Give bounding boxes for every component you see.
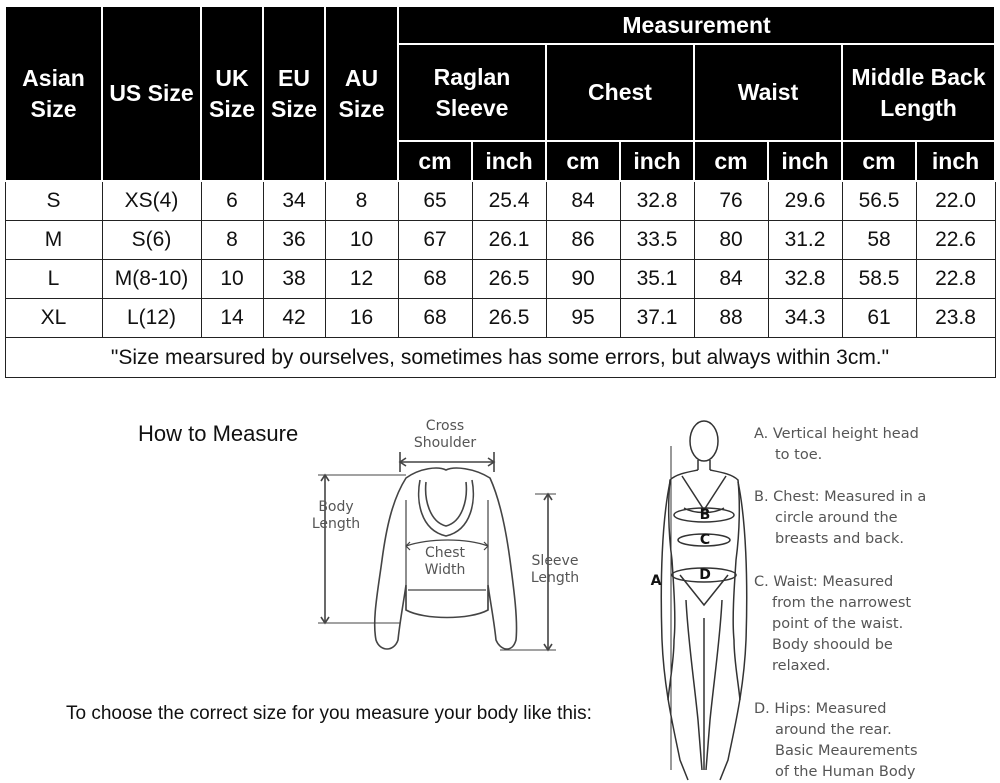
header-waist: Waist — [694, 44, 842, 141]
table-cell: 88 — [694, 299, 768, 338]
table-cell: 26.5 — [472, 299, 546, 338]
table-cell: S(6) — [102, 221, 201, 260]
table-cell: 31.2 — [768, 221, 842, 260]
table-cell: 34 — [263, 181, 325, 221]
header-au-size: AU Size — [325, 6, 398, 181]
marker-c: C — [699, 532, 711, 548]
table-cell: 22.8 — [916, 260, 995, 299]
measure-instruction: To choose the correct size for you measure your body like this: — [66, 703, 592, 724]
table-cell: 76 — [694, 181, 768, 221]
table-cell: XS(4) — [102, 181, 201, 221]
table-cell: M(8-10) — [102, 260, 201, 299]
table-cell: 26.1 — [472, 221, 546, 260]
table-cell: 38 — [263, 260, 325, 299]
legend-a: A. Vertical height head to toe. — [754, 426, 919, 463]
table-cell: M — [5, 221, 102, 260]
table-cell: 37.1 — [620, 299, 694, 338]
table-cell: 68 — [398, 260, 472, 299]
table-cell: 32.8 — [768, 260, 842, 299]
table-cell: 8 — [201, 221, 263, 260]
header-unit-inch: inch — [472, 141, 546, 181]
table-cell: XL — [5, 299, 102, 338]
table-cell: 26.5 — [472, 260, 546, 299]
table-cell: 84 — [546, 181, 620, 221]
legend-c: C. Waist: Measured from the narrowest point of the waist. Body shoould be relaxed. — [754, 574, 912, 674]
table-cell: 68 — [398, 299, 472, 338]
body-figure-illustration — [661, 421, 746, 780]
table-cell: 14 — [201, 299, 263, 338]
table-cell: 25.4 — [472, 181, 546, 221]
header-eu-size: EU Size — [263, 6, 325, 181]
table-cell: 35.1 — [620, 260, 694, 299]
measurement-note: "Size mearsured by ourselves, sometimes has some errors, but always within 3cm." — [5, 338, 995, 378]
chest-width-label: Chest Width — [424, 545, 466, 578]
marker-a: A — [650, 573, 662, 589]
header-unit-cm: cm — [398, 141, 472, 181]
header-unit-inch: inch — [620, 141, 694, 181]
header-unit-inch: inch — [916, 141, 995, 181]
table-cell: 80 — [694, 221, 768, 260]
table-cell: 56.5 — [842, 181, 916, 221]
header-asian-size: Asian Size — [5, 6, 102, 181]
sleeve-length-label: Sleeve Length — [530, 553, 580, 586]
header-raglan-sleeve: Raglan Sleeve — [398, 44, 546, 141]
header-unit-inch: inch — [768, 141, 842, 181]
table-cell: L — [5, 260, 102, 299]
how-to-measure-title: How to Measure — [138, 421, 299, 446]
legend-b: B. Chest: Measured in a circle around the breasts and back. — [754, 489, 927, 547]
table-cell: 29.6 — [768, 181, 842, 221]
header-chest: Chest — [546, 44, 694, 141]
table-cell: 42 — [263, 299, 325, 338]
table-cell: 61 — [842, 299, 916, 338]
table-cell: 16 — [325, 299, 398, 338]
table-cell: S — [5, 181, 102, 221]
table-cell: 32.8 — [620, 181, 694, 221]
header-unit-cm: cm — [694, 141, 768, 181]
table-cell: 65 — [398, 181, 472, 221]
table-cell: 6 — [201, 181, 263, 221]
table-cell: 86 — [546, 221, 620, 260]
marker-b: B — [699, 507, 711, 523]
table-cell: 36 — [263, 221, 325, 260]
header-us-size: US Size — [102, 6, 201, 181]
table-cell: 33.5 — [620, 221, 694, 260]
cross-shoulder-label: Cross Shoulder — [413, 418, 477, 451]
table-cell: 12 — [325, 260, 398, 299]
table-cell: 58.5 — [842, 260, 916, 299]
header-uk-size: UK Size — [201, 6, 263, 181]
marker-d: D — [699, 567, 711, 583]
table-cell: 34.3 — [768, 299, 842, 338]
header-unit-cm: cm — [546, 141, 620, 181]
table-cell: 23.8 — [916, 299, 995, 338]
table-cell: 95 — [546, 299, 620, 338]
legend-d: D. Hips: Measured around the rear. Basic Meaurements of the Human Body — [754, 701, 918, 780]
table-cell: 10 — [201, 260, 263, 299]
header-measurement: Measurement — [398, 6, 995, 44]
table-cell: 22.6 — [916, 221, 995, 260]
table-cell: 22.0 — [916, 181, 995, 221]
header-middle-back-length: Middle Back Length — [842, 44, 995, 141]
table-cell: 84 — [694, 260, 768, 299]
body-length-label: Body Length — [311, 499, 361, 532]
table-cell: 8 — [325, 181, 398, 221]
table-cell: L(12) — [102, 299, 201, 338]
header-unit-cm: cm — [842, 141, 916, 181]
table-cell: 10 — [325, 221, 398, 260]
table-cell: 67 — [398, 221, 472, 260]
table-cell: 90 — [546, 260, 620, 299]
table-cell: 58 — [842, 221, 916, 260]
